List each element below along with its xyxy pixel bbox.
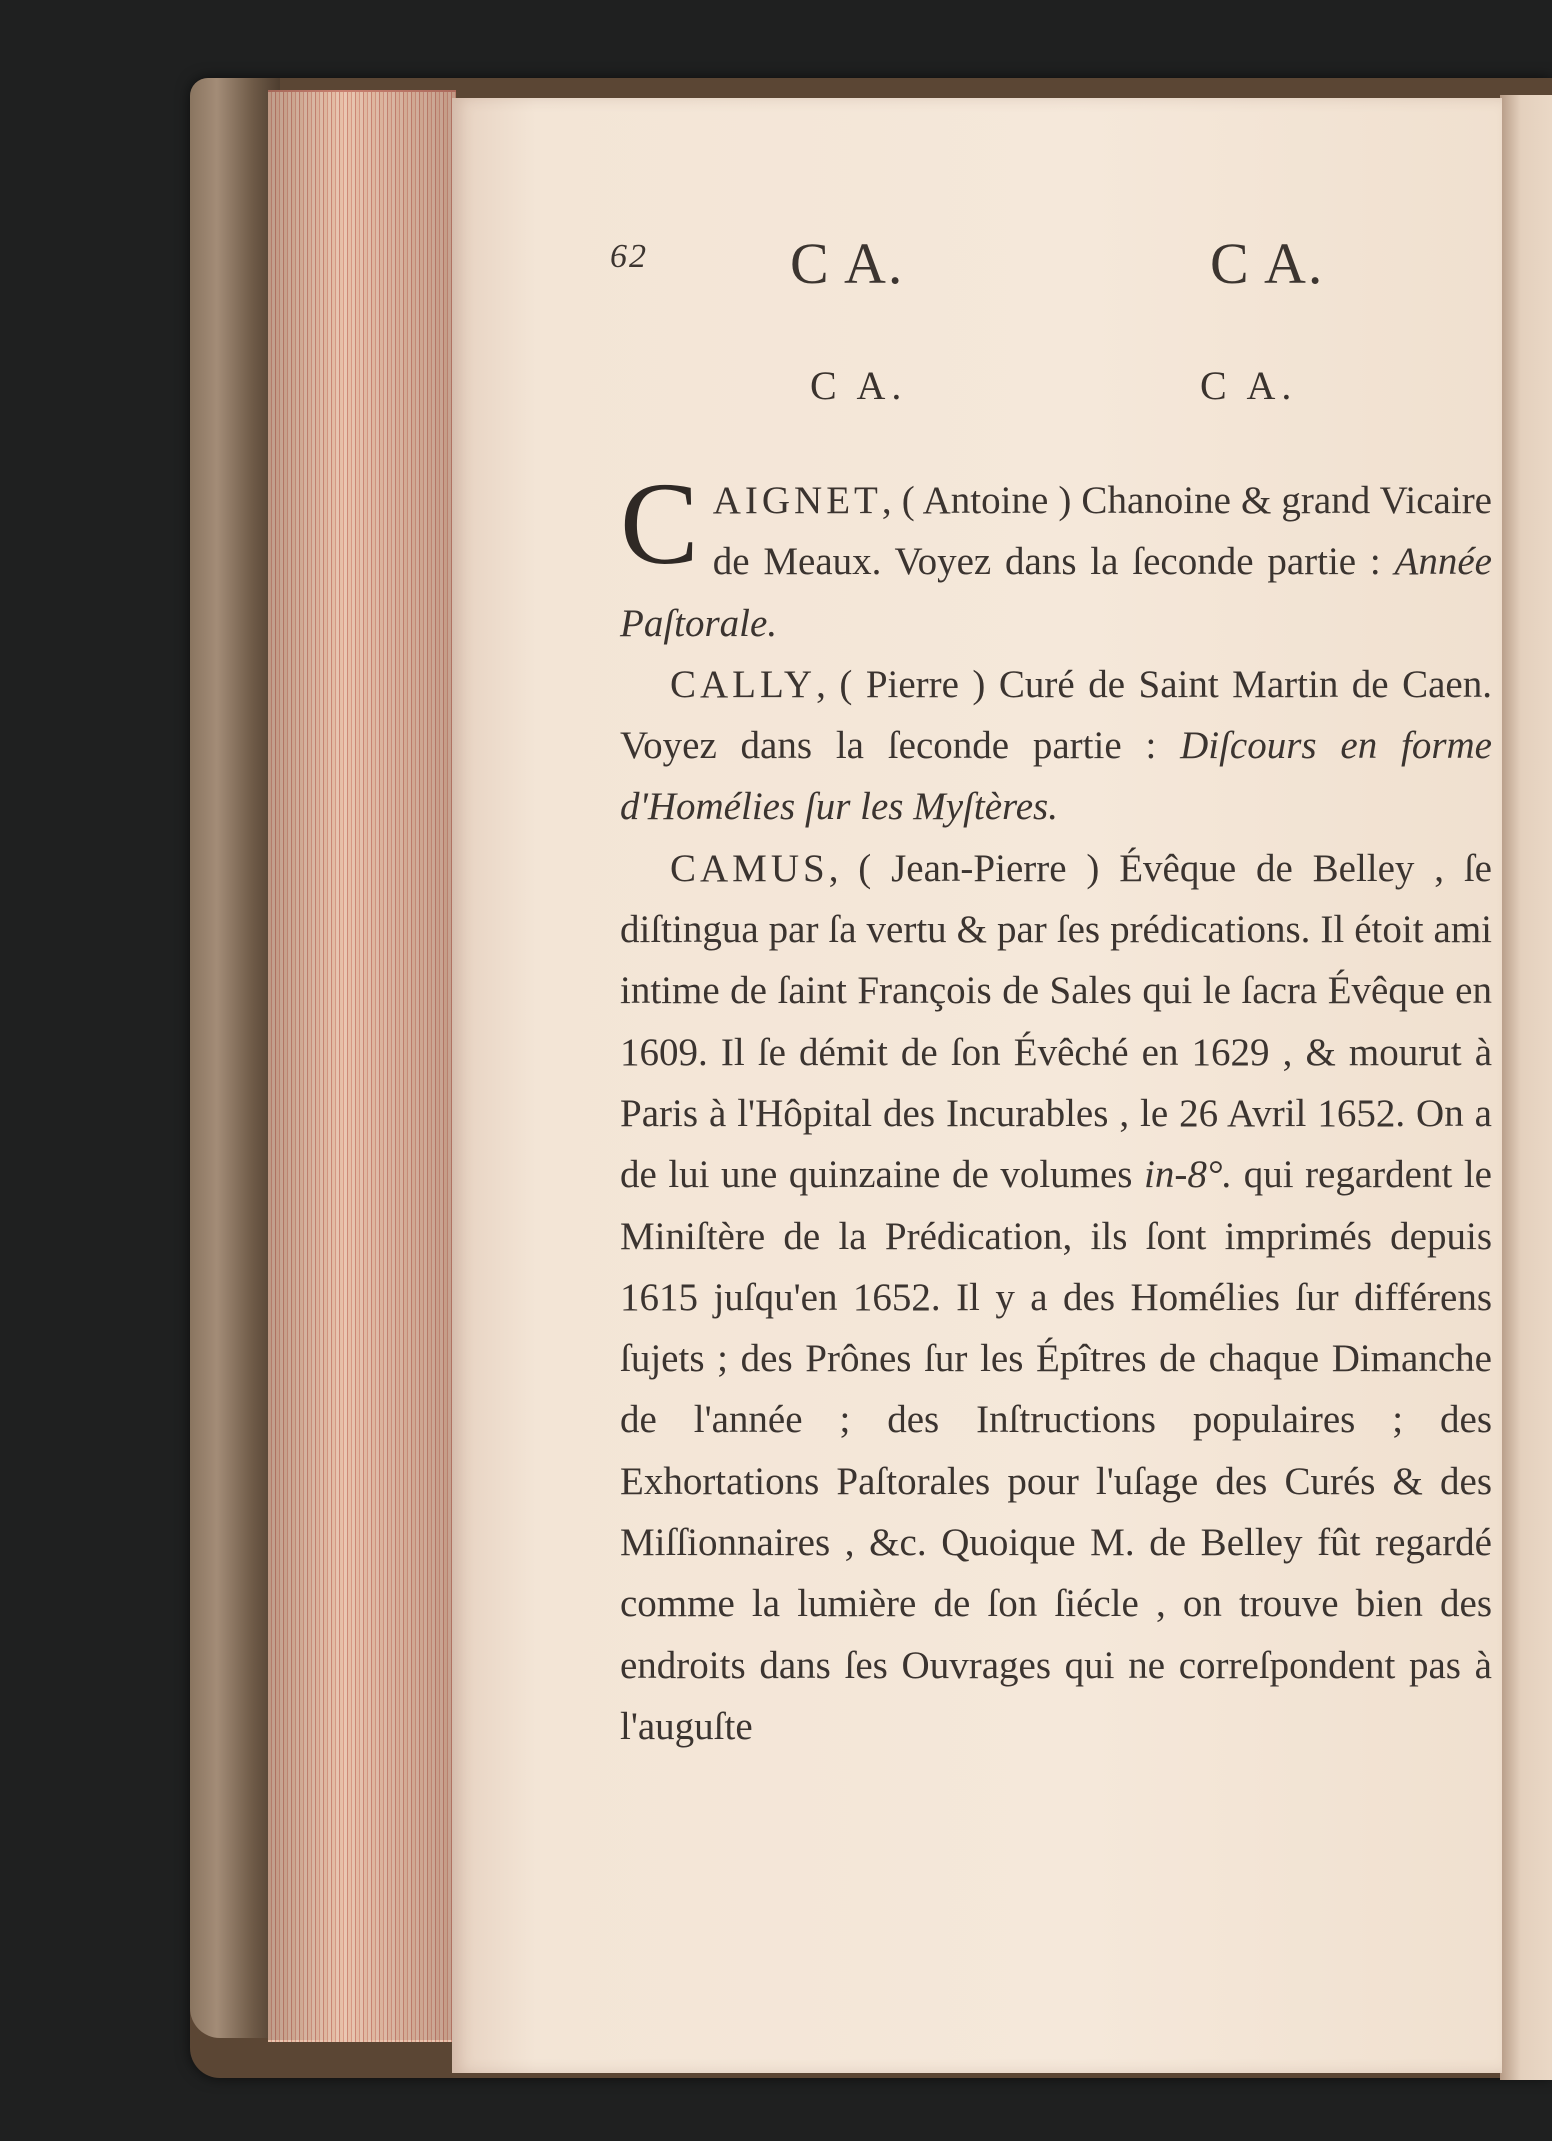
book-spine-edge (190, 78, 280, 2038)
section-heading (810, 362, 1330, 412)
facing-page-edge (1500, 95, 1552, 2080)
drop-cap: C (620, 458, 699, 589)
entry-text: , ( Antoine ) Chanoine & grand Vicaire de Meaux. Voyez dans la ſeconde partie : (712, 479, 1492, 584)
entry-name: AIGNET (712, 479, 882, 522)
entry-text-continued: qui regardent le Miniſtère de la Prédication, ils ſont imprimés depuis 1615 juſqu'en 1652. Il y a des Homélies ſur différens ſujets ; des Prônes ſur les Épîtres de chaque Dimanche de l'année ; des Inſtructions populaires ; des Exhortations Paſtorales pour l'uſage des Curés & des Miſſionnaires , &c. Quoique M. de Belley fût regardé comme la lumière de ſon ſiécle , on trouve bien des endroits dans ſes Ouvrages qui ne correſpondent pas à l'auguſte (620, 1153, 1492, 1748)
entry-cally (620, 654, 1492, 838)
section-heading-right: C A. (1200, 363, 1298, 408)
entry-italic: Diſcours en forme d'Homélies ſur les Myſtères. (620, 724, 1492, 829)
page-edges-shade (268, 90, 456, 2040)
running-head-left: C A. (790, 231, 905, 296)
running-head-right: C A. (1210, 231, 1325, 296)
running-head (610, 230, 1340, 296)
entry-italic: in-8°. (1144, 1153, 1233, 1197)
entry-caignet (620, 458, 1492, 654)
entry-name: CALLY (670, 662, 817, 706)
entry-name: CAMUS (670, 846, 829, 890)
entry-text: , ( Jean-Pierre ) Évêque de Belley , ſe diſtingua par ſa vertu & par ſes prédications. Il étoit ami intime de ſaint François de Sales qui le ſacra Évêque en 1609. Il ſe démit de ſon Évêché en 1629 , & mourut à Paris à l'Hôpital des Incurables , le 26 Avril 1652. On a de lui une quinzaine de volumes (620, 846, 1492, 1197)
page-number: 62 (610, 238, 648, 275)
section-heading-left: C A. (810, 363, 908, 408)
body-text (620, 458, 1492, 1757)
entry-text: , ( Pierre ) Curé de Saint Martin de Caen. Voyez dans la ſeconde partie : (620, 662, 1492, 768)
entry-camus (620, 838, 1492, 1757)
entry-italic: Année Paſtorale. (620, 540, 1492, 645)
